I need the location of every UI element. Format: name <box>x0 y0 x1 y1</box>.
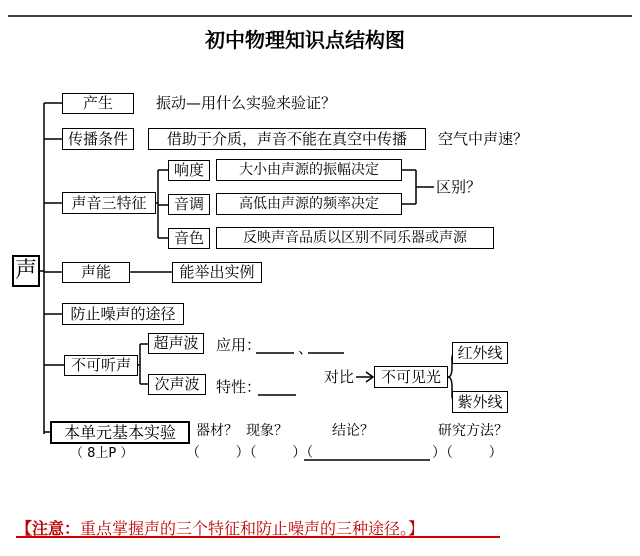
page-title: 初中物理知识点结构图 <box>205 28 405 52</box>
node-qubie: 区别？ <box>436 178 482 196</box>
node-yingyong: 应用： <box>216 336 262 354</box>
node-shiyan-ref: （ 8上P ） <box>70 446 134 461</box>
node-hongwai: 红外线 <box>452 342 508 364</box>
answer-blanks: （ ）（ ）（ <box>186 445 314 461</box>
root-node: 声 <box>12 255 40 287</box>
node-yindiao-desc: 高低由声源的频率决定 <box>216 193 402 215</box>
node-chuanbo: 传播条件 <box>62 128 134 150</box>
note-text: 重点掌握声的三个特征和防止噪声的三种途径。】 <box>80 519 425 538</box>
node-fangfa: 研究方法？ <box>438 423 508 439</box>
node-chuanbo-desc: 借助于介质，声音不能在真空中传播 <box>148 128 426 150</box>
node-jielun: 结论？ <box>332 423 374 439</box>
node-yinse: 音色 <box>168 228 210 249</box>
node-yinse-desc: 反映声音品质以区别不同乐器或声源 <box>216 227 494 249</box>
node-qicai: 器材？ <box>196 423 238 439</box>
node-ziwai: 紫外线 <box>452 391 508 413</box>
node-yindiao: 音调 <box>168 194 210 215</box>
node-chaosheng: 超声波 <box>148 333 204 354</box>
node-shiyan: 本单元基本实验 <box>50 421 190 444</box>
node-zaosheng: 防止噪声的途径 <box>62 303 184 325</box>
separator-dot: 、 <box>298 339 314 357</box>
node-sanbiao: 声音三特征 <box>62 192 156 214</box>
node-xiangdu-desc: 大小由声源的振幅决定 <box>216 159 402 181</box>
node-shengneng-desc: 能举出实例 <box>172 262 262 283</box>
node-bukeweng: 不可听声 <box>64 355 138 376</box>
node-xianxiang: 现象？ <box>246 423 288 439</box>
node-bukejian: 不可见光 <box>374 366 448 388</box>
note-line <box>16 516 424 539</box>
node-cisheng: 次声波 <box>148 374 206 395</box>
node-chansheng-question: 振动—用什么实验来验证？ <box>156 94 337 112</box>
node-shengneng: 声能 <box>62 262 130 283</box>
node-duibi: 对比 <box>324 368 355 386</box>
note-label: 【注意： <box>16 519 81 538</box>
node-xiangdu: 响度 <box>168 160 210 181</box>
answer-blank-end: ）（ ） <box>432 445 503 461</box>
node-texing: 特性： <box>216 378 262 396</box>
node-chansheng: 产生 <box>62 93 134 114</box>
node-chuanbo-question: 空气中声速？ <box>438 130 529 148</box>
